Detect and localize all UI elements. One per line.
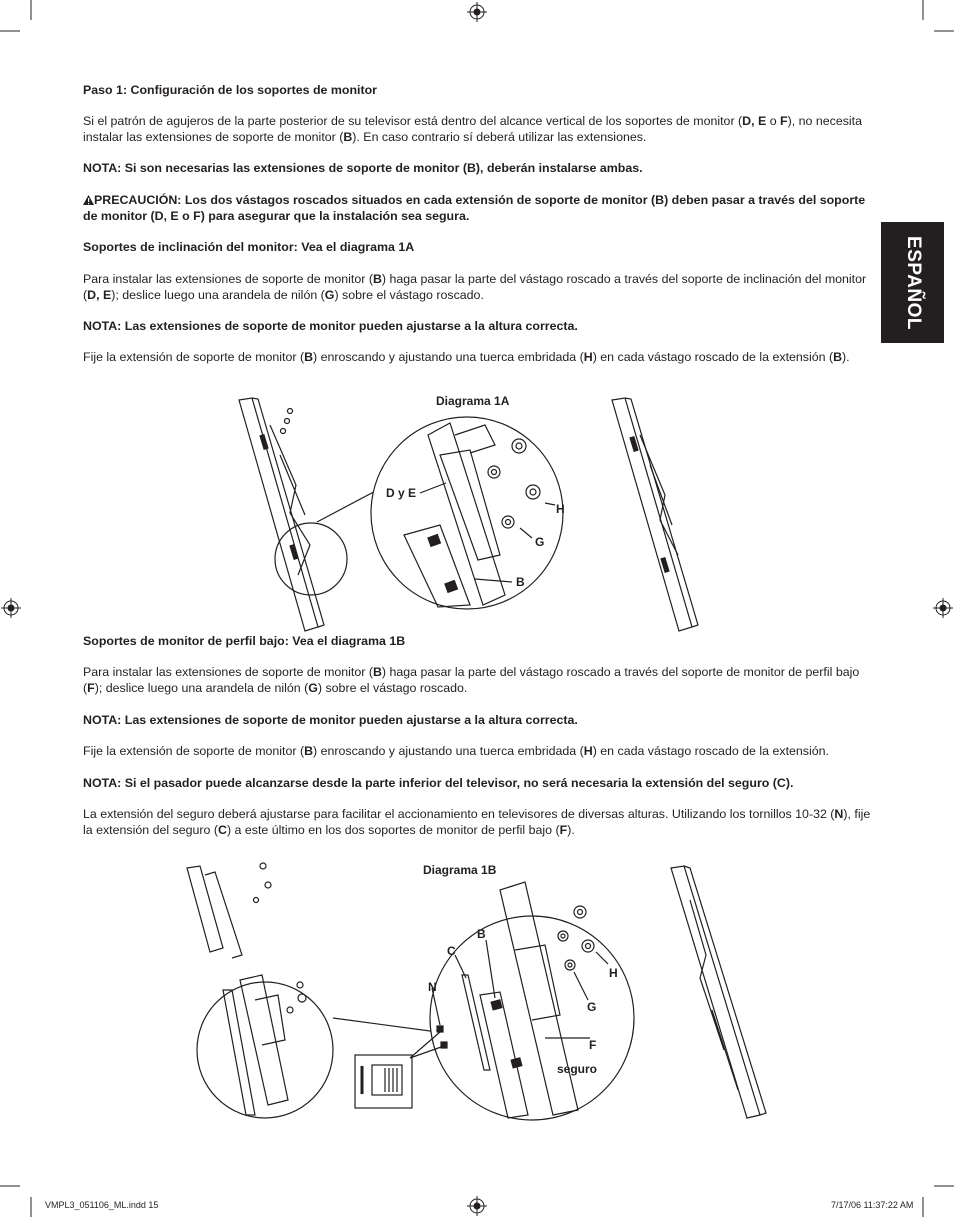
text-run: Fije la extensión de soporte de monitor ( bbox=[83, 350, 305, 364]
note-adjust-height-1: NOTA: Las extensiones de soporte de monitor pueden ajustarse a la altura correcta. bbox=[83, 319, 578, 333]
text-run: ) en cada vástago roscado de la extensión. bbox=[592, 744, 829, 758]
diagram-1a-title: Diagrama 1A bbox=[436, 394, 510, 408]
registration-mark-bottom bbox=[467, 1196, 487, 1216]
label-g-1b: G bbox=[587, 1000, 597, 1014]
low-profile-heading: Soportes de monitor de perfil bajo: Vea el diagrama 1B bbox=[83, 634, 406, 648]
text-run: ). bbox=[842, 350, 850, 364]
text-run: ) haga pasar la parte del vástago roscado a través del soporte de monitor de perfil bajo ( bbox=[83, 665, 860, 695]
footer-filename: VMPL3_051106_ML.indd 15 bbox=[45, 1200, 159, 1210]
note-adjust-height-2: NOTA: Las extensiones de soporte de monitor pueden ajustarse a la altura correcta. bbox=[83, 713, 578, 727]
text-run: B bbox=[304, 350, 314, 364]
text-run: Si el patrón de agujeros de la parte posterior de su televisor está dentro del alcance vertical de los soportes de monitor ( bbox=[83, 114, 743, 128]
text-run: F bbox=[87, 681, 95, 695]
text-run: ) enroscando y ajustando una tuerca embridada ( bbox=[313, 350, 584, 364]
text-run: ). bbox=[567, 823, 575, 837]
text-run: G bbox=[324, 288, 335, 302]
low-profile-paragraph bbox=[83, 664, 873, 696]
latch-paragraph bbox=[83, 806, 873, 838]
text-run: F bbox=[780, 114, 788, 128]
text-run: N bbox=[834, 807, 844, 821]
text-run: B bbox=[343, 130, 353, 144]
text-run: ), no necesita instalar las extensiones de soporte de monitor ( bbox=[83, 114, 862, 144]
text-run: B bbox=[372, 665, 382, 679]
text-run: ) sobre el vástago roscado. bbox=[317, 681, 468, 695]
label-f-1b: F bbox=[589, 1038, 597, 1052]
language-tab-label: ESPAÑOL bbox=[902, 235, 924, 330]
text-run: Para instalar las extensiones de soporte de monitor ( bbox=[83, 665, 373, 679]
label-d-y-e: D y E bbox=[386, 486, 417, 500]
registration-mark-top bbox=[467, 2, 487, 22]
warning-icon bbox=[83, 195, 94, 205]
text-run: D, E bbox=[87, 288, 112, 302]
label-b-1a: B bbox=[516, 575, 525, 589]
diagram-1b-title: Diagrama 1B bbox=[423, 863, 497, 877]
text-run: D, E bbox=[742, 114, 767, 128]
text-run: H bbox=[583, 350, 593, 364]
label-h-1a: H bbox=[556, 502, 565, 516]
text-run: B bbox=[304, 744, 314, 758]
label-n-1b: N bbox=[428, 980, 437, 994]
text-run: ); deslice luego una arandela de nilón ( bbox=[111, 288, 325, 302]
text-run: ). En caso contrario sí deberá utilizar las extensiones. bbox=[352, 130, 647, 144]
diagram-1a-illustration bbox=[0, 395, 954, 635]
text-run: ) en cada vástago roscado de la extensión ( bbox=[592, 350, 834, 364]
text-run: ) enroscando y ajustando una tuerca embridada ( bbox=[313, 744, 584, 758]
label-seguro: seguro bbox=[557, 1062, 598, 1076]
text-run: ), fije la extensión del seguro ( bbox=[83, 807, 871, 837]
language-tab bbox=[881, 222, 944, 343]
fasten-paragraph-2 bbox=[83, 743, 873, 759]
text-run: La extensión del seguro deberá ajustarse para facilitar el accionamiento en televisores de diversas alturas. Utilizando los tornillos 10-32 ( bbox=[83, 807, 835, 821]
footer-timestamp: 7/17/06 11:37:22 AM bbox=[831, 1200, 914, 1210]
caution-text: PRECAUCIÓN: Los dos vástagos roscados situados en cada extensión de soporte de monitor (B) deben pasar a través del soporte de monitor (D, E o F) para asegurar que la instalación sea segura. bbox=[83, 193, 866, 223]
text-run: ) sobre el vástago roscado. bbox=[334, 288, 484, 302]
text-run: Fije la extensión de soporte de monitor ( bbox=[83, 744, 305, 758]
text-run: ) a este último en los dos soportes de monitor de perfil bajo ( bbox=[226, 823, 560, 837]
tilt-paragraph bbox=[83, 271, 873, 303]
text-run: ) haga pasar la parte del vástago roscado a través del soporte de inclinación del monitor ( bbox=[83, 272, 867, 302]
text-run: C bbox=[218, 823, 227, 837]
diagram-1b-illustration bbox=[0, 860, 954, 1130]
caution-paragraph bbox=[83, 192, 873, 224]
tilt-heading: Soportes de inclinación del monitor: Vea el diagrama 1A bbox=[83, 240, 415, 254]
label-h-1b: H bbox=[609, 966, 618, 980]
label-c-1b: C bbox=[447, 944, 456, 958]
note-both-extensions: NOTA: Si son necesarias las extensiones de soporte de monitor (B), deberán instalarse ambas. bbox=[83, 161, 643, 175]
step1-paragraph bbox=[83, 113, 873, 145]
text-run: F bbox=[559, 823, 568, 837]
text-run: Para instalar las extensiones de soporte de monitor ( bbox=[83, 272, 373, 286]
step1-heading: Paso 1: Configuración de los soportes de monitor bbox=[83, 83, 377, 97]
text-run: B bbox=[372, 272, 382, 286]
label-g-1a: G bbox=[535, 535, 545, 549]
fasten-paragraph-1 bbox=[83, 349, 873, 365]
text-run: o bbox=[766, 114, 781, 128]
text-run: G bbox=[308, 681, 318, 695]
text-run: B bbox=[833, 350, 843, 364]
text-run: H bbox=[583, 744, 593, 758]
label-b-1b: B bbox=[477, 927, 486, 941]
text-run: ); deslice luego una arandela de nilón ( bbox=[94, 681, 309, 695]
note-latch-extension: NOTA: Si el pasador puede alcanzarse desde la parte inferior del televisor, no será necesaria la extensión del seguro (C). bbox=[83, 776, 794, 790]
